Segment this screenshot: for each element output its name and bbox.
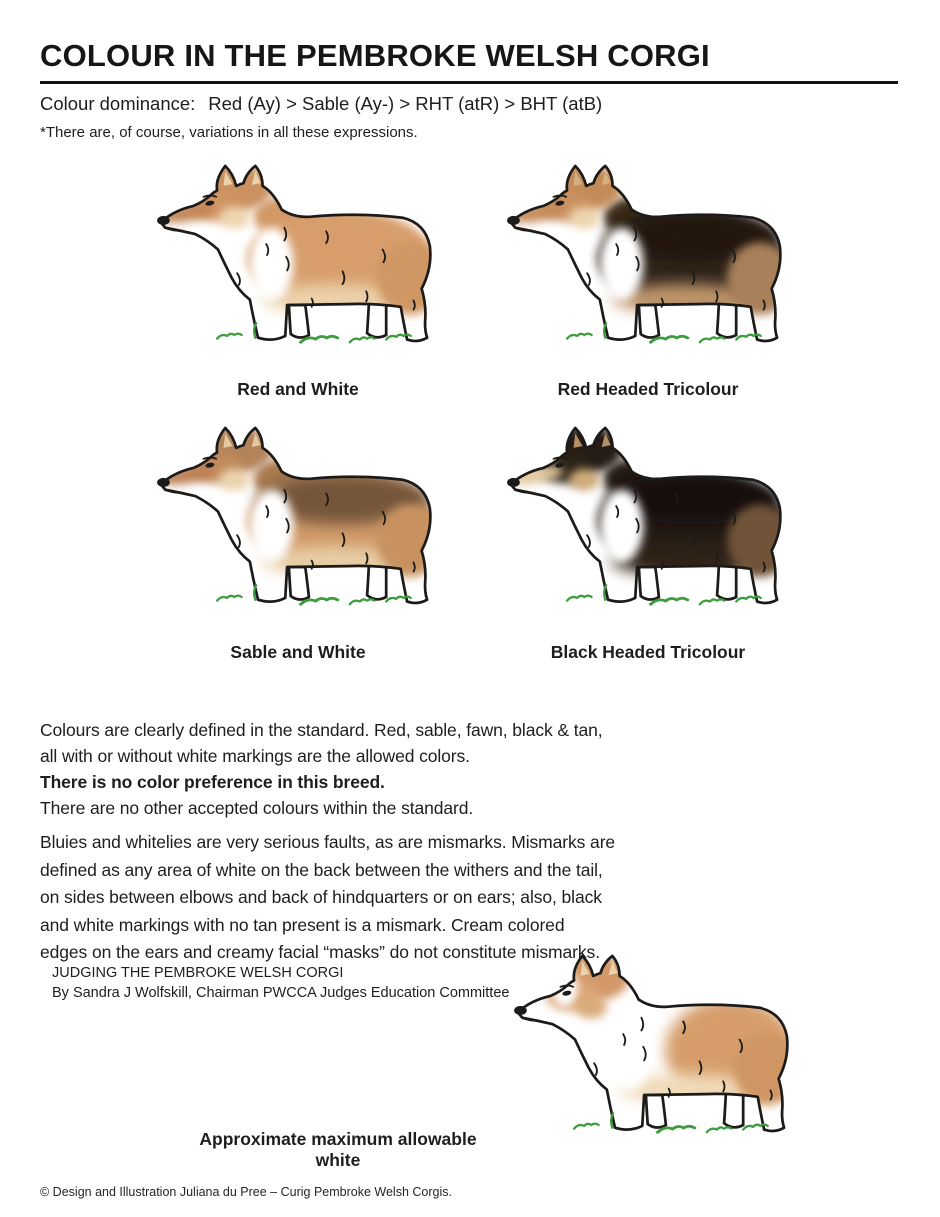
paragraph-standard-colours <box>40 717 680 821</box>
faults-line-4: and white markings with no tan present is a mismark. Cream colored <box>40 914 565 935</box>
faults-line-5: edges on the ears and creamy facial “masks” do not constitute mismarks. <box>40 942 600 962</box>
standard-line-4: There are no other accepted colours within the standard. <box>40 798 474 818</box>
page-title: COLOUR IN THE PEMBROKE WELSH CORGI <box>40 38 710 73</box>
faults-line-3: on sides between elbows and back of hindquarters or on ears; also, black <box>40 887 602 907</box>
paragraph-faults-mismarks <box>40 829 680 967</box>
corgi-illustration-maximum-allowable-white <box>505 952 805 1148</box>
judging-attribution <box>52 963 509 1003</box>
standard-line-1: Colours are clearly defined in the standard. Red, sable, fawn, black & tan, <box>40 720 603 740</box>
corgi-figure-red-headed-tricolour <box>498 162 798 369</box>
variations-note: *There are, of course, variations in all these expressions. <box>40 124 418 141</box>
corgi-illustration-sable-and-white <box>148 424 448 620</box>
colour-dominance-line <box>40 93 602 115</box>
corgi-figure-maximum-allowable-white <box>505 952 805 1159</box>
no-colour-preference-line: There is no color preference in this breed. <box>40 772 385 792</box>
colour-dominance-value: Red (Ay) > Sable (Ay-) > RHT (atR) > BHT (atB) <box>208 93 603 114</box>
corgi-illustration-red-and-white <box>148 162 448 358</box>
caption-red-and-white: Red and White <box>237 379 359 399</box>
corgi-figure-red-and-white <box>148 162 448 369</box>
standard-line-2: all with or without white markings are the allowed colors. <box>40 746 470 766</box>
judging-title: JUDGING THE PEMBROKE WELSH CORGI <box>52 965 344 981</box>
copyright-footer: © Design and Illustration Juliana du Pree – Curig Pembroke Welsh Corgis. <box>40 1185 452 1199</box>
caption-sable-and-white: Sable and White <box>230 642 366 662</box>
colour-dominance-label: Colour dominance: <box>40 93 196 114</box>
caption-black-headed-tricolour: Black Headed Tricolour <box>550 642 746 662</box>
faults-line-1: Bluies and whitelies are very serious faults, as are mismarks. Mismarks are <box>40 832 616 852</box>
corgi-illustration-red-headed-tricolour <box>498 162 798 358</box>
title-divider <box>40 81 898 84</box>
judging-author: By Sandra J Wolfskill, Chairman PWCCA Judges Education Committee <box>52 985 510 1001</box>
corgi-figure-sable-and-white <box>148 424 448 631</box>
faults-line-2: defined as any area of white on the back between the withers and the tail, <box>40 859 603 880</box>
corgi-figure-black-headed-tricolour <box>498 424 798 631</box>
caption-red-headed-tricolour: Red Headed Tricolour <box>557 379 739 399</box>
caption-maximum-allowable-white: Approximate maximum allowable white <box>199 1129 477 1170</box>
corgi-illustration-black-headed-tricolour <box>498 424 798 620</box>
